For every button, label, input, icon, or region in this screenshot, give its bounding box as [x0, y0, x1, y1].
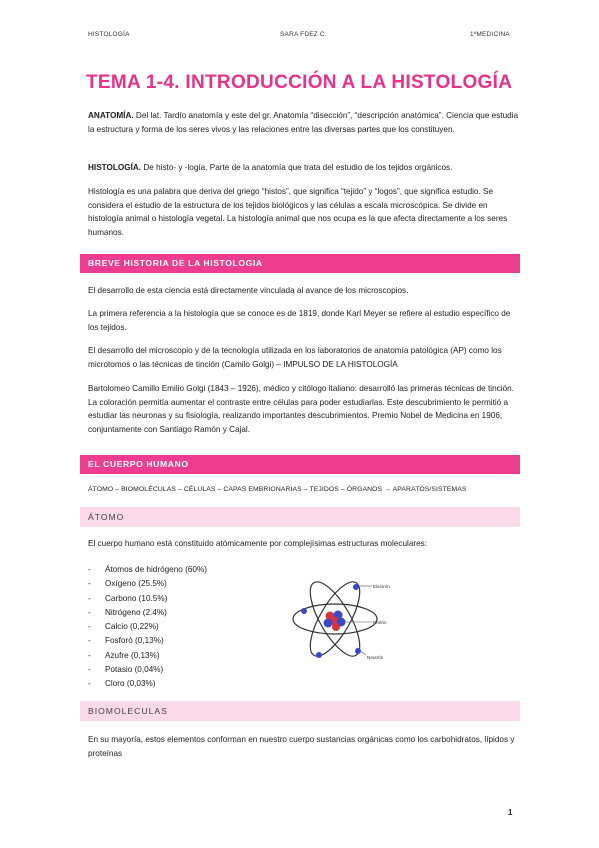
page-title: TEMA 1-4. INTRODUCCIÓN A LA HISTOLOGÍA — [86, 72, 513, 93]
section-heading-historia: BREVE HISTORIA DE LA HISTOLOGIA — [80, 254, 520, 273]
bullet-dash: - — [88, 622, 91, 632]
histologia-text: De histo- y -logía. Parte de la anatomía que trata del estudio de los tejidos orgánicos. — [141, 163, 453, 172]
histologia-definition — [88, 161, 520, 175]
list-item: - Oxígeno (25.5%) — [88, 577, 207, 591]
element-list — [88, 563, 207, 692]
historia-p2: La primera referencia a la histología que se conoce es de 1819, donde Karl Meyer se refiere al estudio específico de los tejidos. — [88, 309, 511, 332]
bullet-dash: - — [88, 665, 91, 675]
anatomia-text: Del lat. Tardío anatomía y este del gr. Anatomía “disección”, “descripción anatómica”. Ciencia que estudia la estructura y forma de los seres vivos y las relaciones entre las diversas partes que los constituyen. — [88, 111, 519, 134]
header-course: 1ºMEDICINA — [470, 31, 510, 38]
header-author: SARA FDEZ C. — [280, 31, 327, 38]
list-item: - Potasio (0,04%) — [88, 663, 207, 677]
list-item: - Carbono (10.5%) — [88, 592, 207, 606]
subsection-heading-biomoleculas: BIOMOLECULAS — [80, 701, 520, 721]
histologia-term: HISTOLOGÍA. — [88, 163, 142, 172]
list-item: - Cloro (0,03%) — [88, 677, 207, 691]
neutron-label: Neutrón — [367, 655, 384, 660]
proton-label: Protón — [373, 620, 387, 625]
bullet-dash: - — [88, 650, 91, 660]
list-item: - Calcio (0,22%) — [88, 620, 207, 634]
subsection-heading-atomo: ÁTOMO — [80, 507, 520, 527]
bullet-dash: - — [88, 565, 91, 574]
histologia-paragraph: Histología es una palabra que deriva del griego “histos”, que significa “tejido” y “logos”, que significa estudio. Se considera el estudio de la estructura de los tejidos biológicos y las células a escala microscópica. Se divide en histología animal o histología vegetal. La histología animal que nos ocupa es la que afecta directamente a los seres humanos. — [88, 187, 508, 237]
organization-levels: ÁTOMO – BIOMOLÉCULAS – CÉLULAS – CAPAS EMBRIONARIAS – TEJIDOS – ÓRGANOS → APARATOS/SISTEMAS — [88, 486, 467, 493]
historia-p3: El desarrollo del microscopio y de la tecnología utilizada en los laboratorios de anatomía patológica (AP) como los microtomos o las técnicas de tinción (Camilo Golgi) – IMPULSO DE LA HISTOLOGÍA — [88, 346, 502, 369]
section-heading-cuerpo: EL CUERPO HUMANO — [80, 455, 520, 474]
list-item: - Azufre (0,13%) — [88, 649, 207, 663]
atom-nucleus — [324, 611, 346, 632]
bullet-dash: - — [88, 679, 91, 689]
bullet-dash: - — [88, 607, 91, 617]
anatomia-paragraph — [88, 109, 520, 136]
list-item: - Nitrógeno (2.4%) — [88, 606, 207, 620]
atomo-intro: El cuerpo humano está constituido atómicamente por complejísimas estructuras moleculares: — [88, 539, 428, 548]
bullet-dash: - — [88, 636, 91, 646]
atom-diagram — [290, 567, 400, 672]
anatomia-term: ANATOMÍA. — [88, 111, 134, 120]
biomoleculas-text: En su mayoría, estos elementos conforman en nuestro cuerpo sustancias orgánicas como los carbohidratos, lípidos y proteínas — [88, 735, 515, 758]
bullet-dash: - — [88, 593, 91, 603]
header-subject: HISTOLOGÍA — [88, 31, 130, 38]
list-item: - Fosforó (0,13%) — [88, 634, 207, 648]
bullet-dash: - — [88, 579, 91, 589]
historia-p1: El desarrollo de esta ciencia está directamente vinculada al avance de los microscopios. — [88, 286, 409, 295]
page-number: 1 — [508, 808, 513, 817]
list-item: - Átomos de hidrógeno (60%) — [88, 563, 207, 577]
historia-p4: Bartolomeo Camillo Emilio Golgi (1843 – 1926), médico y citólogo italiano: desarrolló las primeras técnicas de tinción. La coloración permitía aumentar el contraste entre células para poder estudiarlas. Este descubrimiento le permitió a estudiar las neuronas y su fisiología, realizando importantes descubrimientos. Premio Nobel de Medicina en 1906, conjuntamente con Santiago Ramón y Cajal. — [88, 384, 514, 434]
atom-leader-lines — [345, 586, 372, 655]
electron-label: Electrón — [373, 584, 390, 589]
